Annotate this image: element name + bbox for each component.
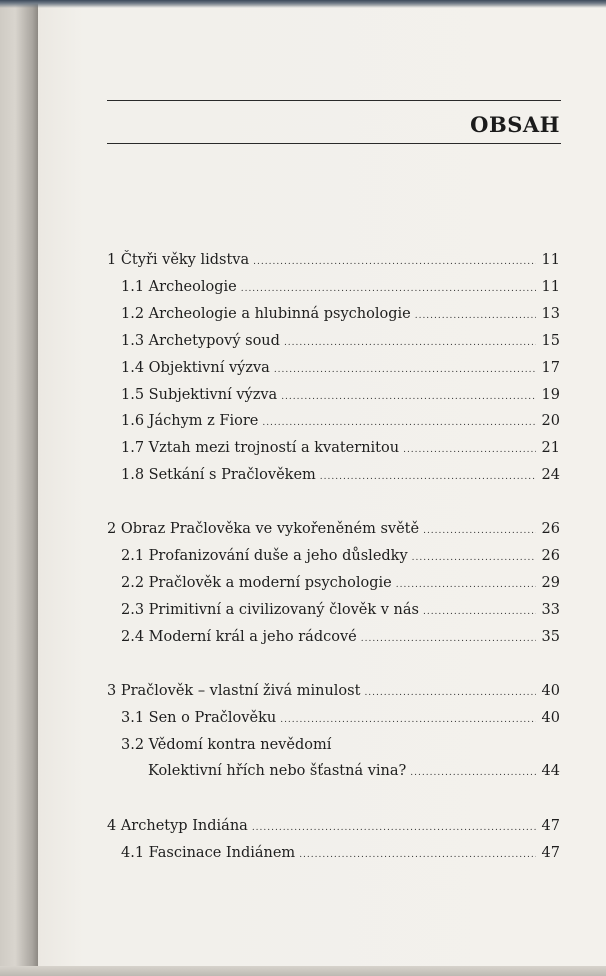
toc-entry-page: 26 xyxy=(541,521,560,537)
dot-leader xyxy=(320,472,536,482)
toc-entry-title: 3.1 Sen o Pračlověku xyxy=(121,710,277,726)
toc-entry-1-6 xyxy=(0,413,606,437)
dot-leader xyxy=(361,634,536,644)
toc-entry-chapter-3 xyxy=(0,683,606,707)
dot-leader xyxy=(403,445,536,455)
heading-bottom-rule xyxy=(107,143,561,144)
toc-entry-page: 19 xyxy=(541,387,560,403)
toc-entry-1-8 xyxy=(0,467,606,491)
dot-leader xyxy=(262,418,536,428)
toc-entry-page: 40 xyxy=(541,710,560,726)
toc-entry-page: 11 xyxy=(541,279,560,295)
toc-entry-title: Kolektivní hřích nebo šťastná vina? xyxy=(148,763,407,779)
dot-leader xyxy=(423,607,536,617)
top-edge-shadow xyxy=(0,0,606,8)
dot-leader xyxy=(412,553,536,563)
toc-entry-page: 29 xyxy=(541,575,560,591)
toc-entry-title: 3 Pračlověk – vlastní živá minulost xyxy=(107,683,361,699)
dot-leader xyxy=(364,688,536,698)
toc-entry-title: 1.3 Archetypový soud xyxy=(121,333,280,349)
toc-entry-page: 40 xyxy=(541,683,560,699)
heading-top-rule xyxy=(107,100,561,101)
toc-entry-title: 1.6 Jáchym z Fiore xyxy=(121,413,259,429)
toc-entry-chapter-1 xyxy=(0,252,606,276)
dot-leader xyxy=(410,768,536,778)
toc-entry-1-3 xyxy=(0,333,606,357)
toc-entry-title: 1.2 Archeologie a hlubinná psychologie xyxy=(121,306,411,322)
toc-entry-chapter-2 xyxy=(0,521,606,545)
toc-entry-2-4 xyxy=(0,629,606,653)
toc-entry-page: 24 xyxy=(541,467,560,483)
dot-leader xyxy=(280,715,536,725)
toc-entry-3-2-subtitle xyxy=(0,763,606,787)
toc-entry-page: 13 xyxy=(541,306,560,322)
toc-entry-title: 1.1 Archeologie xyxy=(121,279,237,295)
toc-entry-1-2 xyxy=(0,306,606,330)
toc-entry-page: 33 xyxy=(541,602,560,618)
toc-entry-title: 1.7 Vztah mezi trojností a kvaternitou xyxy=(121,440,400,456)
toc-entry-title: 1.4 Objektivní výzva xyxy=(121,360,270,376)
toc-entry-1-5 xyxy=(0,387,606,411)
toc-entry-title: 1.5 Subjektivní výzva xyxy=(121,387,278,403)
toc-entry-page: 26 xyxy=(541,548,560,564)
dot-leader xyxy=(284,338,536,348)
toc-entry-chapter-4 xyxy=(0,818,606,842)
toc-entry-title: 2.3 Primitivní a civilizovaný člověk v nás xyxy=(121,602,419,618)
toc-entry-4-1 xyxy=(0,845,606,869)
dot-leader xyxy=(253,257,536,267)
toc-entry-2-2 xyxy=(0,575,606,599)
toc-entry-page: 47 xyxy=(541,845,560,861)
dot-leader xyxy=(274,365,536,375)
dot-leader xyxy=(299,850,536,860)
toc-entry-title: 4.1 Fascinace Indiánem xyxy=(121,845,296,861)
dot-leader xyxy=(423,526,536,536)
dot-leader xyxy=(241,284,536,294)
toc-entry-title: 2.1 Profanizování duše a jeho důsledky xyxy=(121,548,408,564)
bottom-page-edge xyxy=(0,966,606,976)
toc-entry-page: 47 xyxy=(541,818,560,834)
toc-entry-page: 44 xyxy=(541,763,560,779)
toc-entry-page: 20 xyxy=(541,413,560,429)
toc-entry-3-2-title: 3.2 Vědomí kontra nevědomí xyxy=(121,737,332,753)
toc-entry-title: 1 Čtyři věky lidstva xyxy=(107,252,250,268)
toc-entry-page: 35 xyxy=(541,629,560,645)
toc-entry-1-7 xyxy=(0,440,606,464)
toc-entry-title: 1.8 Setkání s Pračlověkem xyxy=(121,467,316,483)
toc-entry-page: 11 xyxy=(541,252,560,268)
toc-entry-title: 2.2 Pračlověk a moderní psychologie xyxy=(121,575,392,591)
dot-leader xyxy=(415,311,536,321)
dot-leader xyxy=(396,580,536,590)
toc-entry-3-1 xyxy=(0,710,606,734)
toc-entry-2-1 xyxy=(0,548,606,572)
toc-entry-1-1 xyxy=(0,279,606,303)
toc-entry-page: 17 xyxy=(541,360,560,376)
toc-entry-title: 2 Obraz Pračlověka ve vykořeněném světě xyxy=(107,521,420,537)
toc-entry-title: 4 Archetyp Indiána xyxy=(107,818,248,834)
toc-entry-2-3 xyxy=(0,602,606,626)
toc-entry-page: 15 xyxy=(541,333,560,349)
toc-entry-title: 2.4 Moderní král a jeho rádcové xyxy=(121,629,357,645)
dot-leader xyxy=(252,823,536,833)
page-title: OBSAH xyxy=(470,112,560,137)
toc-entry-1-4 xyxy=(0,360,606,384)
toc-entry-page: 21 xyxy=(541,440,560,456)
dot-leader xyxy=(281,392,536,402)
